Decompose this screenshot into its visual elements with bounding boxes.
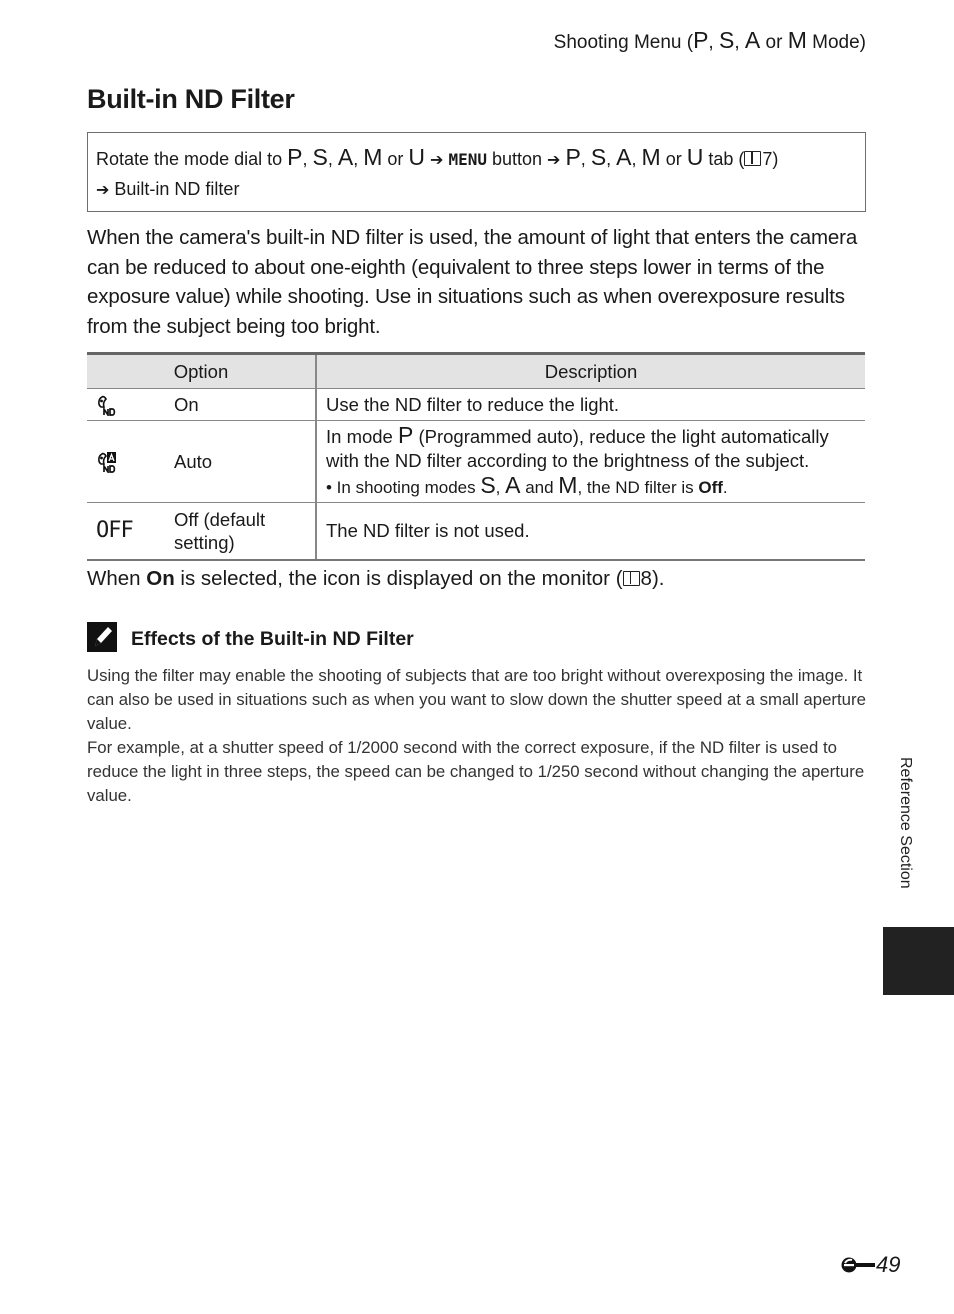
mode-s-icon: S	[480, 472, 496, 498]
mode-a-icon: A	[337, 144, 354, 170]
effects-paragraph-1: Using the filter may enable the shooting of subjects that are too bright without overexposing the image. It can also be used in situations such as when you want to slow down the shutter speed at a small aperture value.	[87, 666, 866, 733]
mode-s-icon: S	[312, 144, 328, 170]
header-option: Option	[87, 354, 316, 389]
table-header-row	[87, 354, 865, 389]
menu-path-box	[87, 132, 866, 212]
menu-path-line-1: Rotate the mode dial to P, S, A, M or U ➔ MENU button ➔ P, S, A, M or U tab ( 7)	[96, 144, 779, 170]
running-header: Shooting Menu (P, S, A or M Mode)	[553, 27, 866, 53]
page-reference-icon	[744, 151, 761, 166]
mode-m-icon: M	[558, 472, 578, 498]
option-auto: Auto	[174, 421, 316, 503]
reference-section-e-icon	[840, 1255, 876, 1275]
table-row	[87, 389, 865, 421]
description-auto: In mode P (Programmed auto), reduce the light automatically with the ND filter according to the brightness of the subject. • In shooting modes S, A and M, the ND filter is Off.	[316, 421, 865, 503]
off-label: Off	[698, 478, 723, 497]
mode-s-icon: S	[590, 144, 607, 170]
mode-a-icon: A	[744, 27, 761, 53]
section-title: Built-in ND Filter	[87, 84, 295, 114]
nd-filter-off-icon: OFF	[96, 518, 133, 544]
mode-a-icon: A	[505, 472, 521, 498]
mode-p-icon: P	[398, 422, 414, 448]
mode-s-icon: S	[718, 27, 735, 53]
table-row	[87, 421, 865, 503]
pencil-note-icon	[87, 622, 117, 652]
mode-p-icon: P	[565, 144, 581, 170]
nd-filter-auto-icon	[96, 451, 118, 473]
table-row	[87, 503, 865, 560]
page-number: 49	[840, 1252, 900, 1278]
description-on: Use the ND filter to reduce the light.	[316, 389, 865, 421]
nd-filter-on-icon	[96, 394, 118, 416]
menu-button-icon: MENU	[448, 150, 487, 169]
mode-a-icon: A	[616, 144, 632, 170]
description-off: The ND filter is not used.	[316, 503, 865, 560]
arrow-right-icon: ➔	[547, 152, 561, 169]
mode-m-icon: M	[641, 144, 661, 170]
mode-m-icon: M	[363, 144, 383, 170]
effects-title: Effects of the Built-in ND Filter	[131, 628, 414, 650]
mode-u-icon: U	[686, 144, 704, 170]
mode-u-icon: U	[408, 144, 426, 170]
effects-paragraph-2: For example, at a shutter speed of 1/2000 second with the correct exposure, if the ND filter is used to reduce the light in three steps, the speed can be changed to 1/250 second without changing the aperture value.	[87, 738, 865, 805]
option-off: Off (default setting)	[174, 503, 316, 560]
monitor-note: When On is selected, the icon is displayed on the monitor ( 8).	[87, 567, 665, 590]
options-table	[87, 352, 865, 561]
section-thumb-tab	[883, 927, 954, 995]
mode-m-icon: M	[787, 27, 807, 53]
mode-p-icon: P	[287, 144, 303, 170]
auto-bullet-note: • In shooting modes S, A and M, the ND filter is Off.	[326, 472, 728, 498]
option-on: On	[174, 389, 316, 421]
side-section-label: Reference Section	[897, 757, 914, 889]
arrow-right-icon: ➔	[430, 152, 444, 169]
page-reference-icon	[623, 571, 640, 586]
intro-paragraph: When the camera's built-in ND filter is used, the amount of light that enters the camera can be reduced to about one-eighth (equivalent to three steps lower in terms of the exposure value) while shooting. Use in situations such as when overexposure results from the subject being too bright.	[87, 226, 858, 338]
effects-body	[87, 664, 877, 808]
mode-p-icon: P	[693, 27, 709, 53]
header-description: Description	[316, 354, 865, 389]
menu-path-line-2: ➔ Built-in ND filter	[96, 179, 240, 199]
arrow-right-icon: ➔	[96, 182, 110, 199]
